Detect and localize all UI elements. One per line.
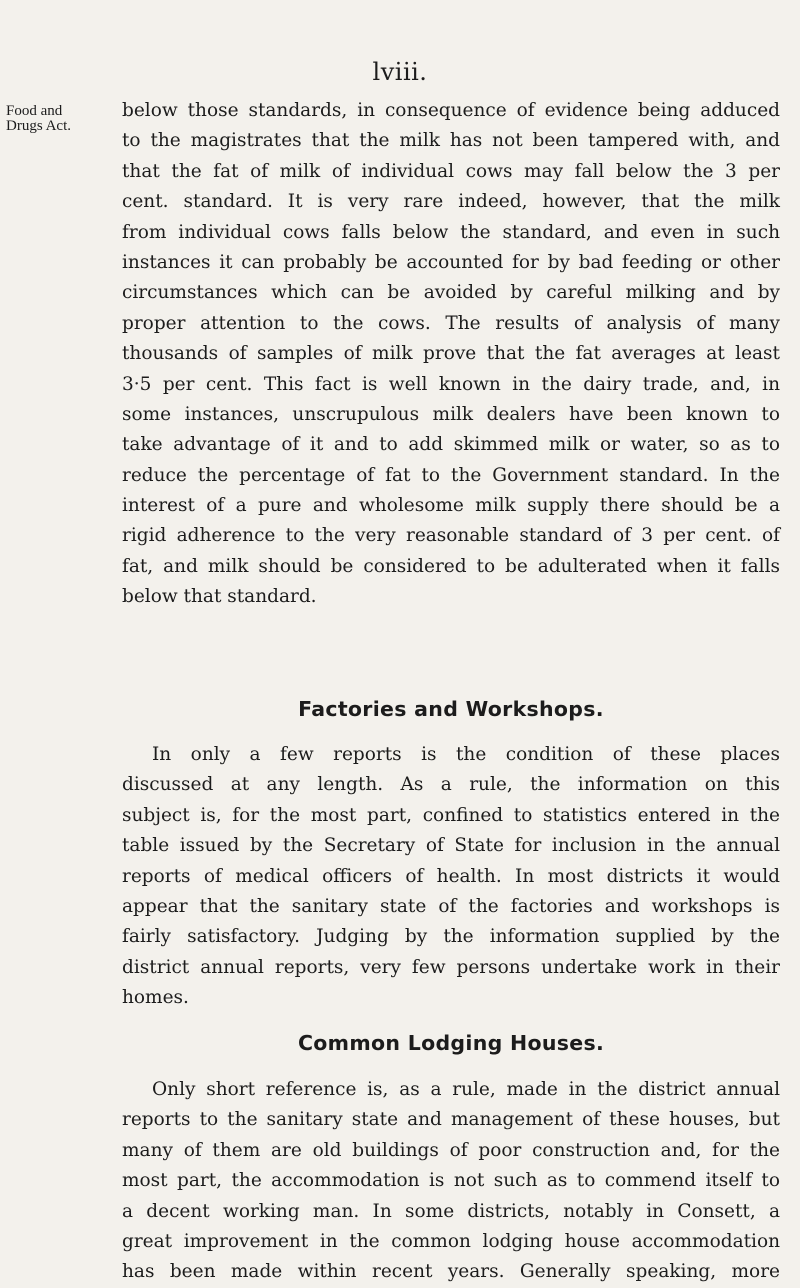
- text-line: rigid adherence to the very reasonable standard of 3 per cent. of: [122, 525, 780, 547]
- page-number: lviii.: [372, 58, 428, 86]
- text-line: that the fat of milk of individual cows may fall below the 3 per: [122, 160, 780, 182]
- text-line: has been made within recent years. Generally speaking, more: [122, 1261, 780, 1283]
- text-line: cent. standard. It is very rare indeed, however, that the milk: [122, 191, 780, 213]
- text-line: subject is, for the most part, confined to statistics entered in the: [122, 804, 780, 826]
- section-heading-factories: Factories and Workshops.: [298, 697, 604, 721]
- text-line: 3·5 per cent. This fact is well known in the dairy trade, and, in: [122, 373, 780, 395]
- text-line: from individual cows falls below the standard, and even in such: [122, 221, 780, 243]
- text-line: thousands of samples of milk prove that the fat averages at least: [122, 343, 780, 365]
- paragraph-common-lodging-houses: [122, 1075, 780, 1288]
- text-line: instances it can probably be accounted for by bad feeding or other: [122, 251, 780, 273]
- text-line: to the magistrates that the milk has not been tampered with, and: [122, 130, 780, 152]
- margin-note: [6, 104, 106, 134]
- text-line: discussed at any length. As a rule, the information on this: [122, 774, 780, 796]
- text-line: most part, the accommodation is not such as to commend itself to: [122, 1170, 780, 1192]
- margin-note-line: Food and: [6, 103, 63, 119]
- text-line: fat, and milk should be considered to be adulterated when it falls: [122, 555, 780, 577]
- text-line: reports of medical officers of health. In most districts it would: [122, 865, 780, 887]
- section-heading-lodging-houses: Common Lodging Houses.: [297, 1031, 605, 1055]
- text-line: reports to the sanitary state and management of these houses, but: [122, 1109, 780, 1131]
- paragraph-factories-and-workshops: [122, 740, 780, 1014]
- text-line: appear that the sanitary state of the factories and workshops is: [122, 895, 780, 917]
- text-line: below that standard.: [122, 586, 317, 608]
- text-line: a decent working man. In some districts, notably in Consett, a: [122, 1200, 780, 1222]
- text-line: interest of a pure and wholesome milk supply there should be a: [122, 495, 780, 517]
- text-line: proper attention to the cows. The results of analysis of many: [122, 312, 780, 334]
- text-line: In only a few reports is the condition of these places: [152, 744, 780, 765]
- text-line: many of them are old buildings of poor construction and, for the: [122, 1139, 780, 1161]
- text-line: district annual reports, very few persons undertake work in their: [122, 956, 780, 978]
- text-line: below those standards, in consequence of evidence being adduced: [122, 100, 780, 121]
- text-line: homes.: [122, 987, 189, 1009]
- text-line: some instances, unscrupulous milk dealers have been known to: [122, 403, 780, 425]
- margin-note-line: Drugs Act.: [6, 118, 71, 134]
- text-line: take advantage of it and to add skimmed milk or water, so as to: [122, 434, 780, 456]
- text-line: circumstances which can be avoided by careful milking and by: [122, 282, 780, 304]
- text-line: table issued by the Secretary of State for inclusion in the annual: [122, 835, 780, 857]
- text-line: great improvement in the common lodging house accommodation: [122, 1230, 780, 1252]
- paragraph-food-and-drugs: [122, 96, 780, 613]
- text-line: reduce the percentage of fat to the Government standard. In the: [122, 464, 780, 486]
- text-line: Only short reference is, as a rule, made in the district annual: [152, 1079, 780, 1100]
- text-line: fairly satisfactory. Judging by the information supplied by the: [122, 926, 780, 948]
